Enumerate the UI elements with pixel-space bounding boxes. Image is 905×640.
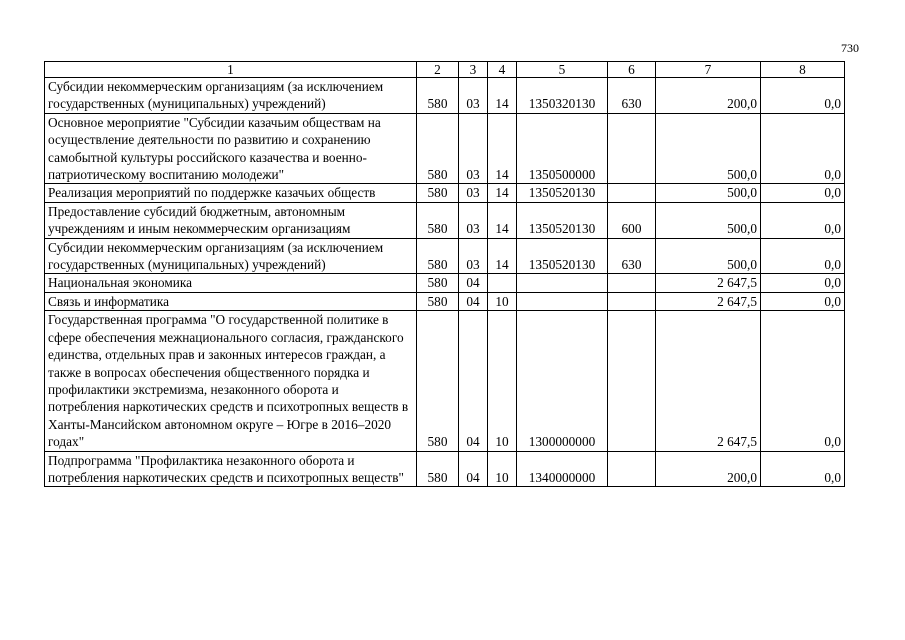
- amount-2: 0,0: [761, 78, 845, 114]
- amount: 500,0: [656, 184, 761, 202]
- amount-2: 0,0: [761, 113, 845, 184]
- amount-2: 0,0: [761, 274, 845, 292]
- header-row: [45, 62, 845, 78]
- amount-2: 0,0: [761, 202, 845, 238]
- ministry-code: 580: [417, 311, 459, 451]
- subsection-code: 10: [488, 292, 517, 310]
- table-row: [45, 113, 845, 184]
- target-article-code: 1350500000: [517, 113, 608, 184]
- row-name: Подпрограмма "Профилактика незаконного оборота и потребления наркотических средств и психотропных веществ": [45, 451, 417, 487]
- expense-type-code: 630: [608, 78, 656, 114]
- amount-2: 0,0: [761, 451, 845, 487]
- target-article-code: 1340000000: [517, 451, 608, 487]
- amount: 2 647,5: [656, 274, 761, 292]
- table-row: [45, 238, 845, 274]
- table-row: [45, 78, 845, 114]
- ministry-code: 580: [417, 202, 459, 238]
- section-code: 04: [459, 311, 488, 451]
- table-row: [45, 184, 845, 202]
- table-row: [45, 311, 845, 451]
- target-article-code: [517, 292, 608, 310]
- expense-type-code: [608, 113, 656, 184]
- budget-table: [44, 61, 845, 487]
- subsection-code: 10: [488, 451, 517, 487]
- target-article-code: 1300000000: [517, 311, 608, 451]
- target-article-code: 1350520130: [517, 238, 608, 274]
- row-name: Государственная программа "О государственной политике в сфере обеспечения межнационального согласия, гражданского единства, отдельных прав и законных интересов граждан, а также в вопросах обеспечения общественного порядка и профилактики экстремизма, незаконного оборота и потребления наркотических средств и психотропных веществ в Ханты-Мансийском автономном округе – Югре в 2016–2020 годах": [45, 311, 417, 451]
- target-article-code: 1350320130: [517, 78, 608, 114]
- section-code: 03: [459, 78, 488, 114]
- page-number: 730: [841, 41, 859, 55]
- subsection-code: 14: [488, 202, 517, 238]
- row-name: Основное мероприятие "Субсидии казачьим обществам на осуществление деятельности по развитию и сохранению самобытной культуры российского казачества и военно-патриотическому воспитанию молодежи": [45, 113, 417, 184]
- column-header-4: 4: [488, 62, 517, 78]
- column-header-3: 3: [459, 62, 488, 78]
- row-name: Связь и информатика: [45, 292, 417, 310]
- subsection-code: 14: [488, 184, 517, 202]
- ministry-code: 580: [417, 113, 459, 184]
- ministry-code: 580: [417, 78, 459, 114]
- amount: 2 647,5: [656, 292, 761, 310]
- section-code: 04: [459, 292, 488, 310]
- section-code: 03: [459, 202, 488, 238]
- column-header-7: 7: [656, 62, 761, 78]
- ministry-code: 580: [417, 451, 459, 487]
- expense-type-code: [608, 184, 656, 202]
- column-header-1: 1: [45, 62, 417, 78]
- amount: 500,0: [656, 238, 761, 274]
- row-name: Субсидии некоммерческим организациям (за исключением государственных (муниципальных) учреждений): [45, 238, 417, 274]
- target-article-code: 1350520130: [517, 184, 608, 202]
- subsection-code: 14: [488, 113, 517, 184]
- target-article-code: 1350520130: [517, 202, 608, 238]
- subsection-code: 14: [488, 78, 517, 114]
- ministry-code: 580: [417, 184, 459, 202]
- expense-type-code: 600: [608, 202, 656, 238]
- ministry-code: 580: [417, 238, 459, 274]
- table-row: [45, 202, 845, 238]
- amount: 2 647,5: [656, 311, 761, 451]
- target-article-code: [517, 274, 608, 292]
- amount-2: 0,0: [761, 184, 845, 202]
- row-name: Национальная экономика: [45, 274, 417, 292]
- amount-2: 0,0: [761, 292, 845, 310]
- expense-type-code: [608, 311, 656, 451]
- row-name: Предоставление субсидий бюджетным, автономным учреждениям и иным некоммерческим организациям: [45, 202, 417, 238]
- section-code: 03: [459, 184, 488, 202]
- ministry-code: 580: [417, 274, 459, 292]
- column-header-6: 6: [608, 62, 656, 78]
- section-code: 03: [459, 113, 488, 184]
- amount: 500,0: [656, 113, 761, 184]
- column-header-8: 8: [761, 62, 845, 78]
- amount: 200,0: [656, 78, 761, 114]
- section-code: 04: [459, 451, 488, 487]
- column-header-2: 2: [417, 62, 459, 78]
- expense-type-code: [608, 451, 656, 487]
- ministry-code: 580: [417, 292, 459, 310]
- section-code: 03: [459, 238, 488, 274]
- subsection-code: 14: [488, 238, 517, 274]
- section-code: 04: [459, 274, 488, 292]
- column-header-5: 5: [517, 62, 608, 78]
- row-name: Субсидии некоммерческим организациям (за исключением государственных (муниципальных) учреждений): [45, 78, 417, 114]
- subsection-code: 10: [488, 311, 517, 451]
- expense-type-code: [608, 292, 656, 310]
- amount: 200,0: [656, 451, 761, 487]
- amount-2: 0,0: [761, 238, 845, 274]
- amount: 500,0: [656, 202, 761, 238]
- expense-type-code: 630: [608, 238, 656, 274]
- table-row: [45, 274, 845, 292]
- table-row: [45, 292, 845, 310]
- table-row: [45, 451, 845, 487]
- expense-type-code: [608, 274, 656, 292]
- amount-2: 0,0: [761, 311, 845, 451]
- subsection-code: [488, 274, 517, 292]
- row-name: Реализация мероприятий по поддержке казачьих обществ: [45, 184, 417, 202]
